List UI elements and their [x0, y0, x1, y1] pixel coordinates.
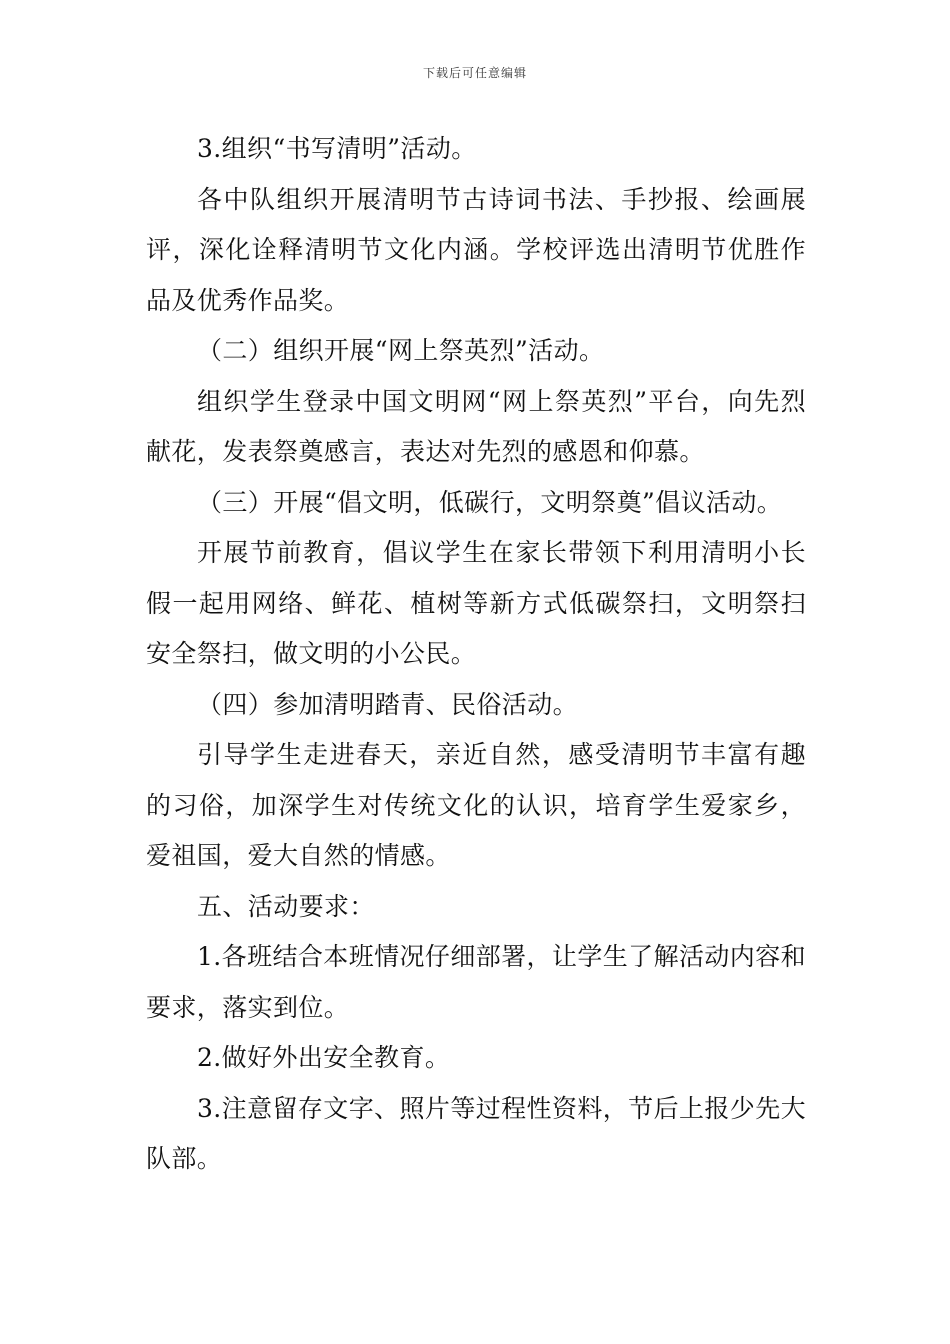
requirement-item-1: 1.各班结合本班情况仔细部署，让学生了解活动内容和要求，落实到位。 — [146, 942, 806, 1022]
paragraph-calligraphy-activity: 各中队组织开展清明节古诗词书法、手抄报、绘画展评，深化诠释清明节文化内涵。学校评选出清明节优胜作品及优秀作品奖。 — [146, 184, 806, 315]
document-body — [146, 124, 806, 1185]
section-heading-4: （四）参加清明踏青、民俗活动。 — [197, 689, 579, 719]
requirement-item-2: 2.做好外出安全教育。 — [197, 1043, 451, 1072]
page-header: 下载后可任意编辑 — [422, 66, 527, 80]
section-heading-requirements: 五、活动要求： — [197, 891, 375, 921]
paragraph-online-tribute: 组织学生登录中国文明网“网上祭英烈”平台，向先烈献花，发表祭奠感言，表达对先烈的感恩和仰慕。 — [146, 386, 806, 466]
requirement-item-3: 3.注意留存文字、照片等过程性资料，节后上报少先大队部。 — [146, 1093, 806, 1173]
paragraph-low-carbon-tribute: 开展节前教育，倡议学生在家长带领下利用清明小长假一起用网络、鲜花、植树等新方式低碳祭扫，文明祭扫安全祭扫，做文明的小公民。 — [146, 538, 806, 668]
paragraph-spring-outing: 引导学生走进春天，亲近自然，感受清明节丰富有趣的习俗，加深学生对传统文化的认识，培育学生爱家乡，爱祖国，爱大自然的情感。 — [146, 740, 806, 870]
section-heading-3: （三）开展“倡文明，低碳行，文明祭奠”倡议活动。 — [197, 487, 783, 517]
section-heading-2: （二）组织开展“网上祭英烈”活动。 — [197, 336, 605, 365]
paragraph-item-3-heading: 3.组织“书写清明”活动。 — [197, 134, 477, 163]
